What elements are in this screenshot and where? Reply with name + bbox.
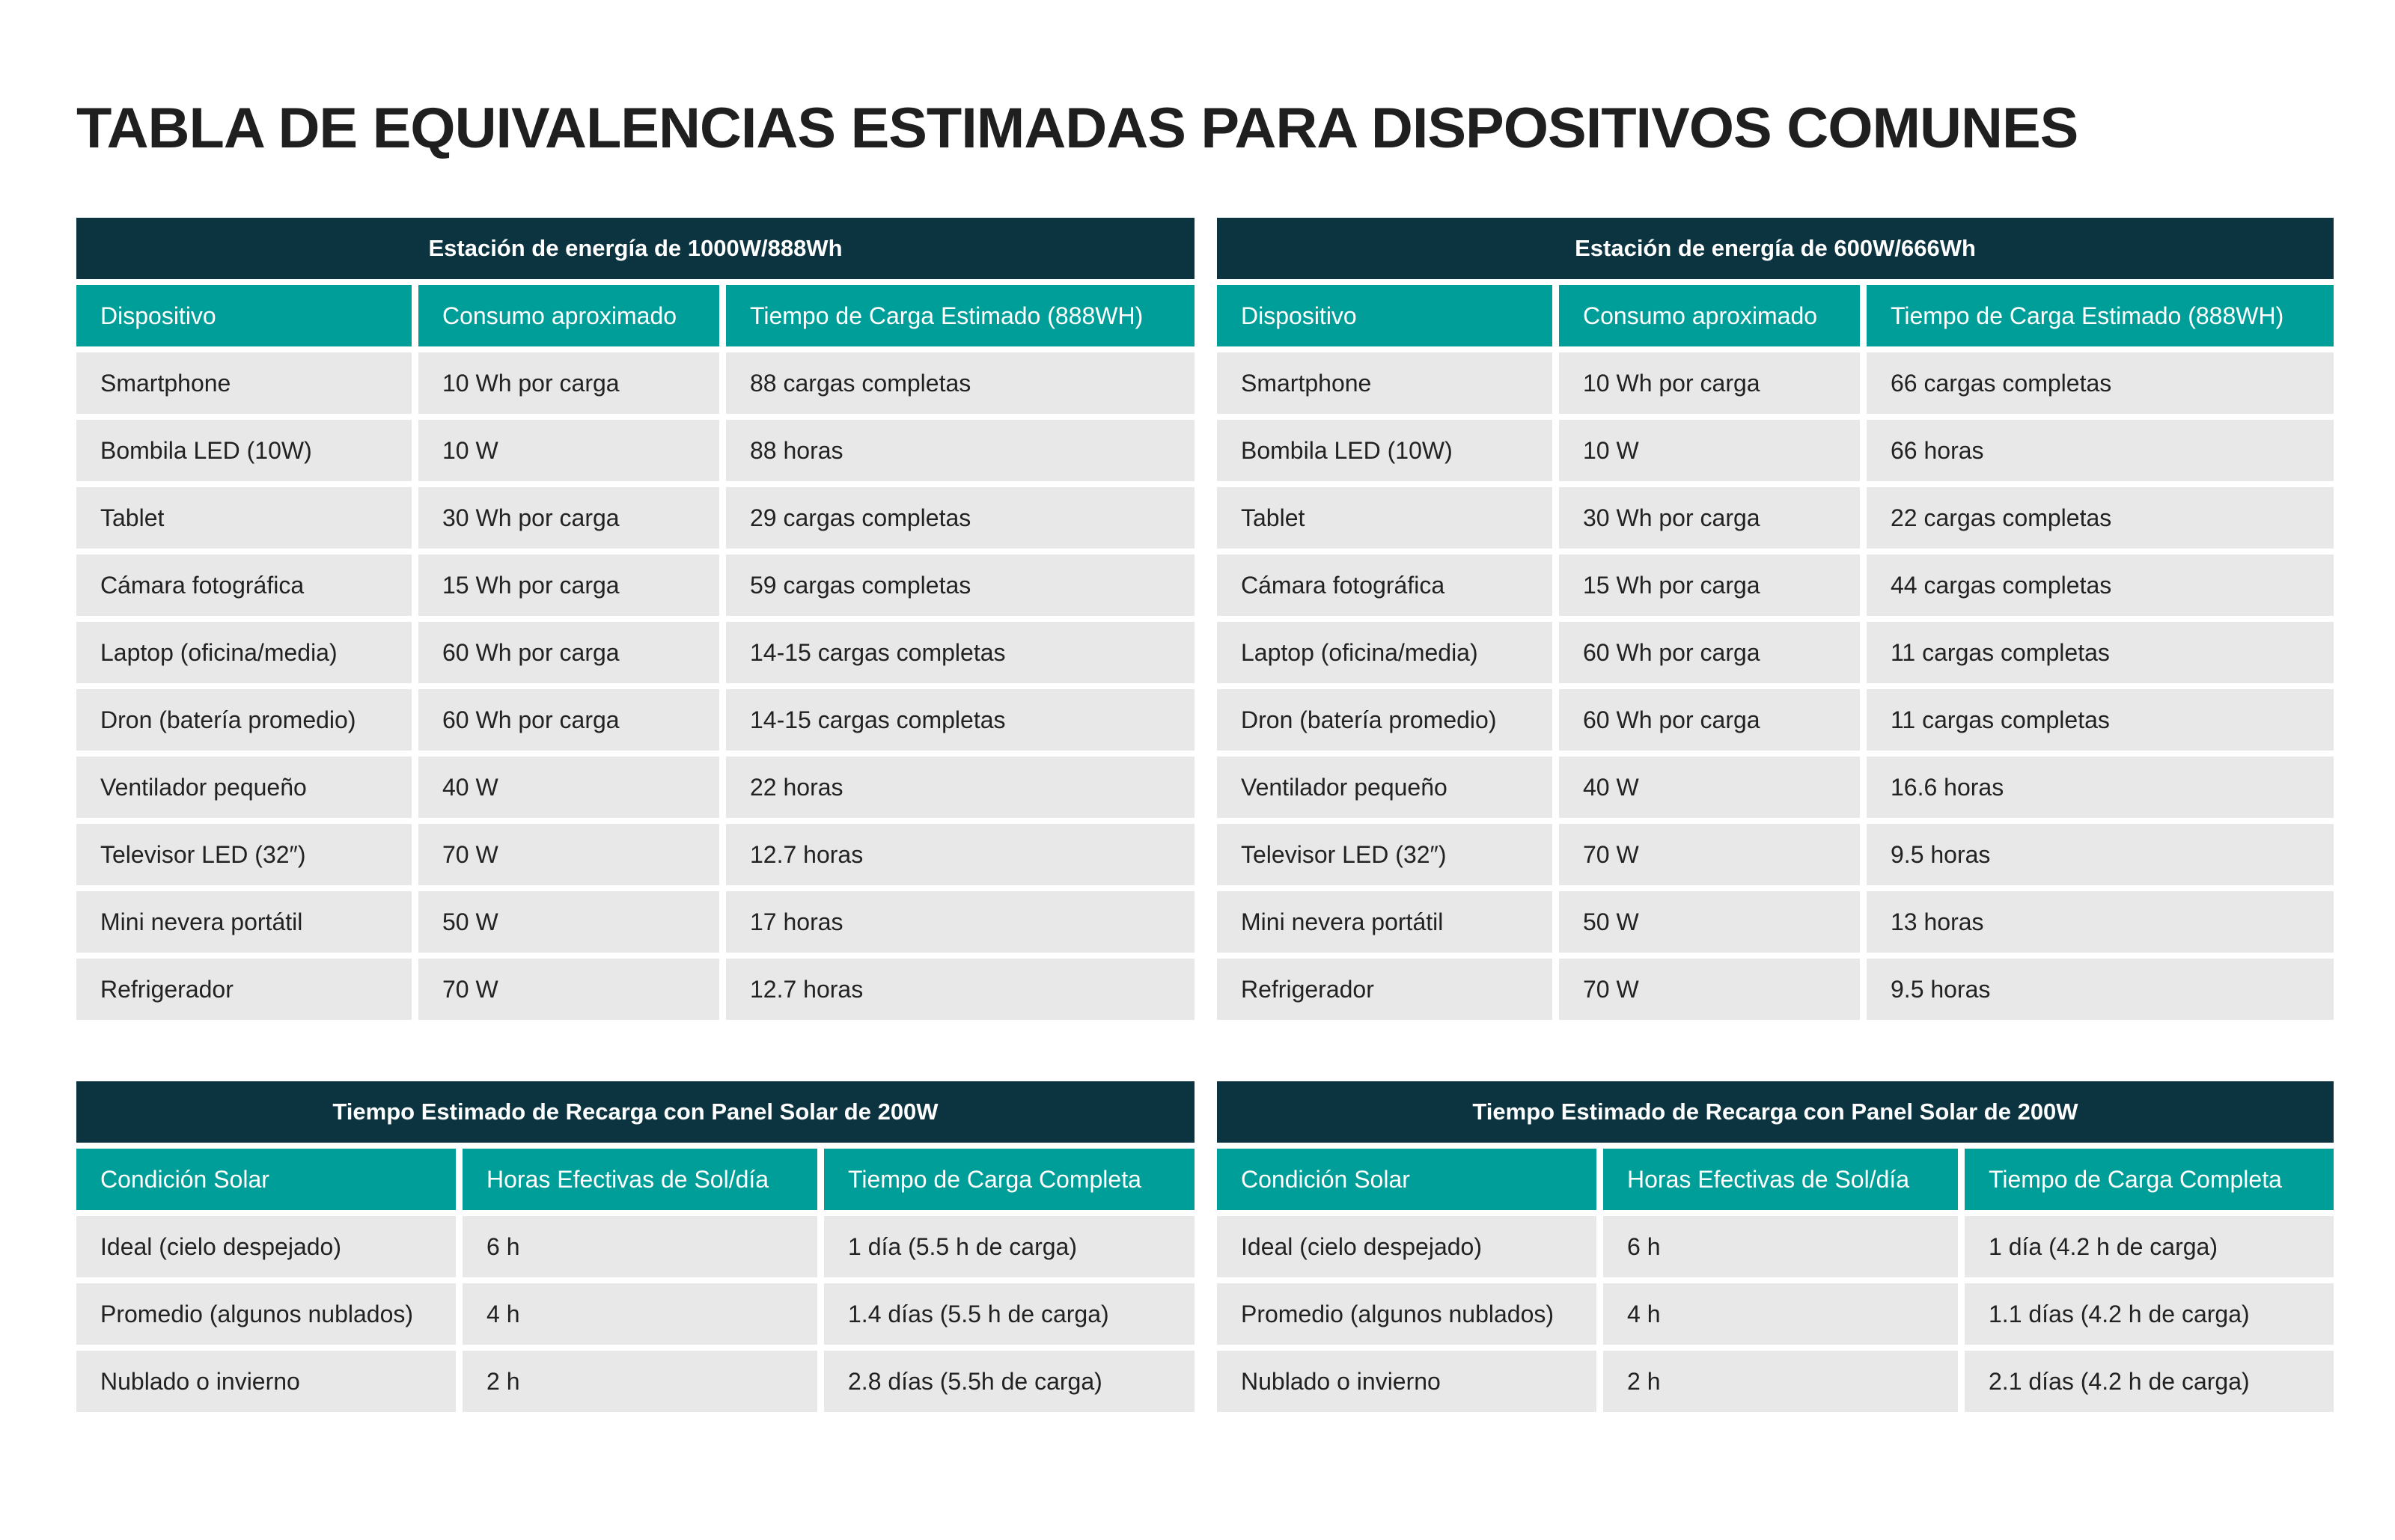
table-cell: Mini nevera portátil (1217, 891, 1552, 953)
table-cell: 88 cargas completas (726, 352, 1195, 414)
table-cell: Refrigerador (76, 959, 412, 1020)
table-cell: Bombila LED (10W) (76, 420, 412, 481)
table-row (76, 891, 1195, 953)
table-row (76, 824, 1195, 885)
table-cell: 2 h (1603, 1351, 1958, 1412)
table-body (76, 1216, 1195, 1412)
table-row (1217, 1351, 2334, 1412)
table-cell: 1.4 días (5.5 h de carga) (824, 1283, 1195, 1345)
table-cell: 15 Wh por carga (1559, 554, 1860, 616)
table-body (76, 352, 1195, 1020)
table-cell: 16.6 horas (1867, 757, 2334, 818)
table-cell: 30 Wh por carga (1559, 487, 1860, 549)
table-row (76, 487, 1195, 549)
table-cell: 70 W (1559, 824, 1860, 885)
column-header: Consumo aproximado (1559, 285, 1860, 346)
table-caption: Tiempo Estimado de Recarga con Panel Solar de 200W (76, 1081, 1195, 1143)
table-1000w (76, 218, 1195, 1020)
table-row (76, 554, 1195, 616)
table-600w (1217, 218, 2334, 1020)
table-row (76, 622, 1195, 683)
table-body (1217, 1216, 2334, 1412)
table-cell: Cámara fotográfica (76, 554, 412, 616)
table-cell: Tablet (1217, 487, 1552, 549)
table-row (76, 1283, 1195, 1345)
table-cell: 60 Wh por carga (1559, 622, 1860, 683)
table-row (1217, 959, 2334, 1020)
table-row (1217, 622, 2334, 683)
table-row (1217, 891, 2334, 953)
table-row (76, 689, 1195, 751)
column-header: Tiempo de Carga Completa (824, 1149, 1195, 1210)
table-cell: Dron (batería promedio) (1217, 689, 1552, 751)
table-cell: 11 cargas completas (1867, 689, 2334, 751)
header-row (1217, 285, 2334, 346)
table-cell: Promedio (algunos nublados) (76, 1283, 456, 1345)
column-header: Horas Efectivas de Sol/día (463, 1149, 817, 1210)
table-cell: 12.7 horas (726, 824, 1195, 885)
table-cell: 11 cargas completas (1867, 622, 2334, 683)
table-cell: 70 W (1559, 959, 1860, 1020)
column-header: Tiempo de Carga Completa (1965, 1149, 2334, 1210)
table-cell: 60 Wh por carga (418, 689, 719, 751)
table-cell: Nublado o invierno (76, 1351, 456, 1412)
table-row (76, 1216, 1195, 1277)
table-cell: 50 W (1559, 891, 1860, 953)
table-row (1217, 1283, 2334, 1345)
table-cell: 44 cargas completas (1867, 554, 2334, 616)
table-cell: Laptop (oficina/media) (1217, 622, 1552, 683)
table-cell: 66 cargas completas (1867, 352, 2334, 414)
column-header: Horas Efectivas de Sol/día (1603, 1149, 1958, 1210)
column-header: Tiempo de Carga Estimado (888WH) (1867, 285, 2334, 346)
table-body (1217, 352, 2334, 1020)
table-cell: 60 Wh por carga (418, 622, 719, 683)
table-cell: Smartphone (1217, 352, 1552, 414)
table-cell: Cámara fotográfica (1217, 554, 1552, 616)
table-cell: Nublado o invierno (1217, 1351, 1596, 1412)
table-cell: 2.1 días (4.2 h de carga) (1965, 1351, 2334, 1412)
table-cell: 70 W (418, 959, 719, 1020)
table-cell: Ventilador pequeño (76, 757, 412, 818)
table-cell: 22 cargas completas (1867, 487, 2334, 549)
table-row (1217, 824, 2334, 885)
table-row (76, 1351, 1195, 1412)
table-cell: Smartphone (76, 352, 412, 414)
column-header: Dispositivo (76, 285, 412, 346)
table-row (76, 959, 1195, 1020)
table-cell: Bombila LED (10W) (1217, 420, 1552, 481)
table-cell: 9.5 horas (1867, 824, 2334, 885)
table-cell: Televisor LED (32″) (1217, 824, 1552, 885)
table-cell: Ventilador pequeño (1217, 757, 1552, 818)
column-header: Dispositivo (1217, 285, 1552, 346)
table-cell: 13 horas (1867, 891, 2334, 953)
table-cell: 6 h (463, 1216, 817, 1277)
table-cell: Promedio (algunos nublados) (1217, 1283, 1596, 1345)
table-cell: 10 Wh por carga (1559, 352, 1860, 414)
column-header: Condición Solar (1217, 1149, 1596, 1210)
table-cell: 60 Wh por carga (1559, 689, 1860, 751)
table-row (1217, 420, 2334, 481)
table-cell: Laptop (oficina/media) (76, 622, 412, 683)
table-cell: 15 Wh por carga (418, 554, 719, 616)
table-row (1217, 487, 2334, 549)
table-cell: 17 horas (726, 891, 1195, 953)
table-cell: Ideal (cielo despejado) (1217, 1216, 1596, 1277)
table-row (76, 420, 1195, 481)
table-cell: 10 W (1559, 420, 1860, 481)
table-cell: Mini nevera portátil (76, 891, 412, 953)
table-caption: Estación de energía de 600W/666Wh (1217, 218, 2334, 279)
table-cell: 9.5 horas (1867, 959, 2334, 1020)
page-title: TABLA DE EQUIVALENCIAS ESTIMADAS PARA DISPOSITIVOS COMUNES (76, 97, 2078, 160)
table-cell: 2.8 días (5.5h de carga) (824, 1351, 1195, 1412)
table-caption: Estación de energía de 1000W/888Wh (76, 218, 1195, 279)
table-cell: 1 día (4.2 h de carga) (1965, 1216, 2334, 1277)
table-cell: 59 cargas completas (726, 554, 1195, 616)
table-cell: 14-15 cargas completas (726, 689, 1195, 751)
table-row (1217, 554, 2334, 616)
table-cell: Televisor LED (32″) (76, 824, 412, 885)
table-cell: 88 horas (726, 420, 1195, 481)
table-cell: 29 cargas completas (726, 487, 1195, 549)
table-row (1217, 757, 2334, 818)
table-cell: 10 W (418, 420, 719, 481)
table-cell: 4 h (463, 1283, 817, 1345)
table-cell: 66 horas (1867, 420, 2334, 481)
table-row (76, 352, 1195, 414)
table-cell: 4 h (1603, 1283, 1958, 1345)
header-row (1217, 1149, 2334, 1210)
table-cell: Dron (batería promedio) (76, 689, 412, 751)
table-cell: 6 h (1603, 1216, 1958, 1277)
table-row (76, 757, 1195, 818)
table-cell: 40 W (418, 757, 719, 818)
table-cell: 22 horas (726, 757, 1195, 818)
table-cell: Tablet (76, 487, 412, 549)
table-solar-1000w (76, 1081, 1195, 1412)
column-header: Condición Solar (76, 1149, 456, 1210)
table-solar-600w (1217, 1081, 2334, 1412)
table-cell: Ideal (cielo despejado) (76, 1216, 456, 1277)
table-cell: 30 Wh por carga (418, 487, 719, 549)
table-cell: 12.7 horas (726, 959, 1195, 1020)
table-row (1217, 352, 2334, 414)
table-cell: 10 Wh por carga (418, 352, 719, 414)
table-cell: 1.1 días (4.2 h de carga) (1965, 1283, 2334, 1345)
table-caption: Tiempo Estimado de Recarga con Panel Solar de 200W (1217, 1081, 2334, 1143)
header-row (76, 285, 1195, 346)
column-header: Consumo aproximado (418, 285, 719, 346)
table-cell: 2 h (463, 1351, 817, 1412)
table-cell: 14-15 cargas completas (726, 622, 1195, 683)
table-cell: 50 W (418, 891, 719, 953)
table-row (1217, 1216, 2334, 1277)
table-row (1217, 689, 2334, 751)
header-row (76, 1149, 1195, 1210)
table-cell: 1 día (5.5 h de carga) (824, 1216, 1195, 1277)
table-cell: 40 W (1559, 757, 1860, 818)
column-header: Tiempo de Carga Estimado (888WH) (726, 285, 1195, 346)
table-cell: Refrigerador (1217, 959, 1552, 1020)
table-cell: 70 W (418, 824, 719, 885)
